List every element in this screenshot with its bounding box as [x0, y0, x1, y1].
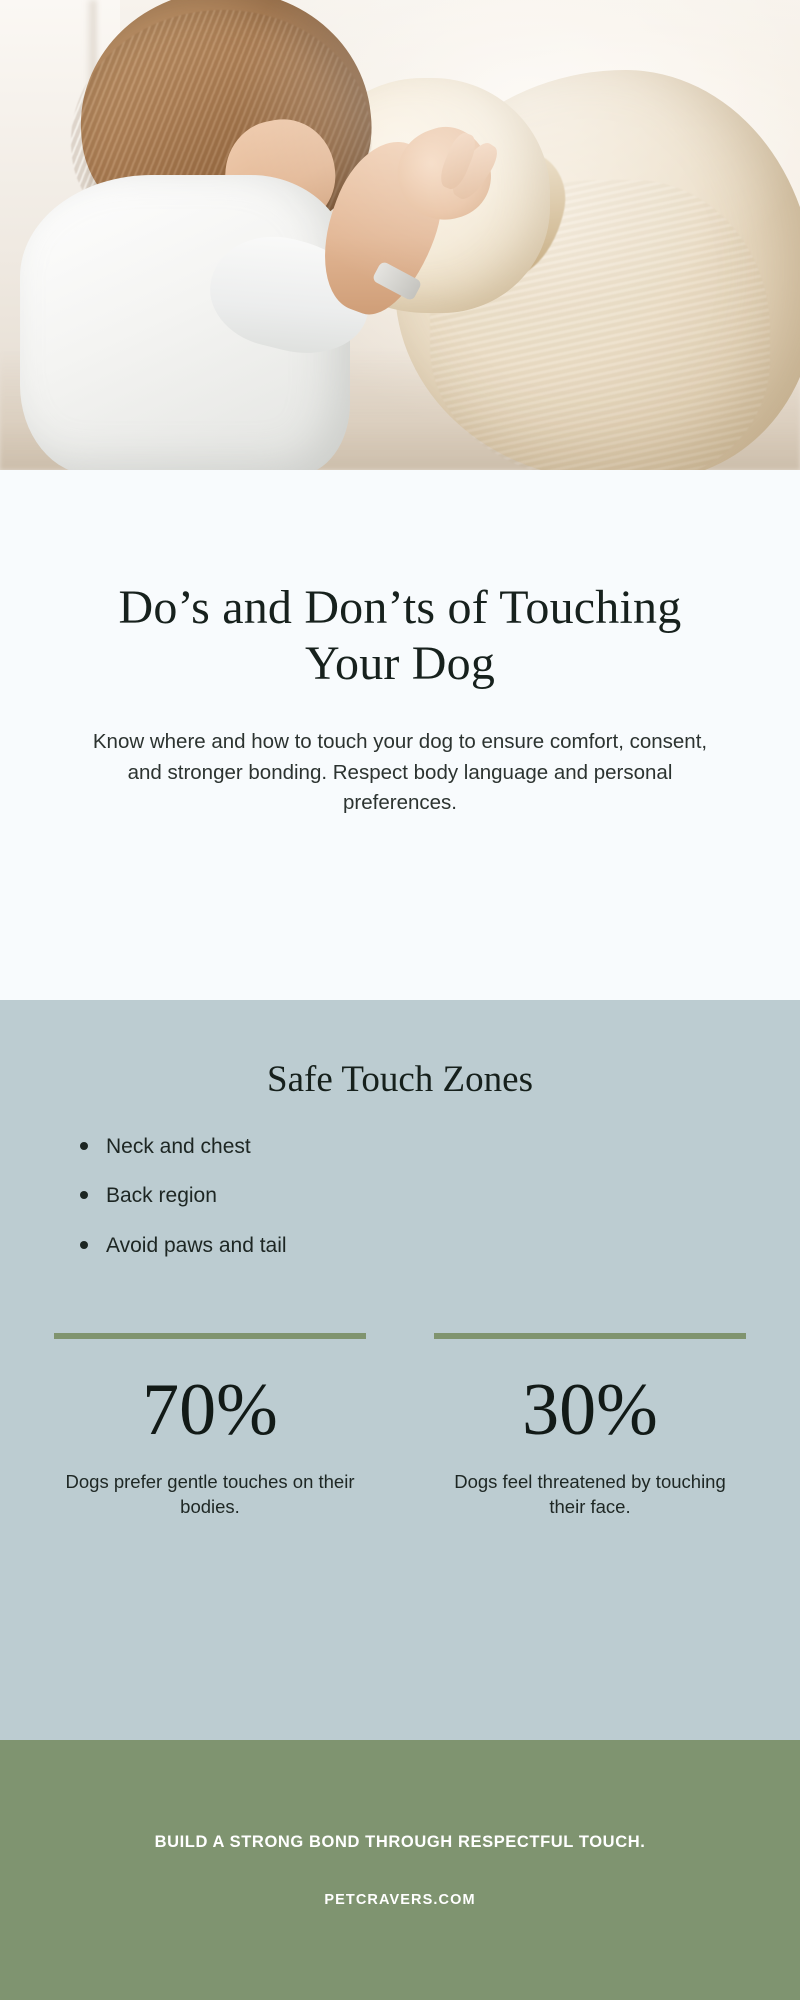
stat-divider-rule [434, 1333, 746, 1339]
list-item: Neck and chest [68, 1133, 750, 1160]
stat-card-1 [54, 1333, 366, 1520]
stat-value: 70% [142, 1368, 278, 1451]
statistics-row [50, 1333, 750, 1520]
stat-description: Dogs prefer gentle touches on their bodies. [65, 1470, 355, 1518]
stat-divider-rule [54, 1333, 366, 1339]
list-item: Back region [68, 1182, 750, 1209]
stat-value: 30% [522, 1368, 658, 1451]
safe-touch-zones-section [0, 1000, 800, 1740]
stat-card-2 [434, 1333, 746, 1520]
footer-tagline: BUILD A STRONG BOND THROUGH RESPECTFUL TOUCH. [154, 1832, 646, 1851]
stat-description: Dogs feel threatened by touching their face. [454, 1470, 726, 1518]
title-section [0, 470, 800, 1000]
safe-zones-list [50, 1133, 750, 1259]
section-title: Safe Touch Zones [267, 1059, 533, 1100]
list-item: Avoid paws and tail [68, 1232, 750, 1259]
page-subtitle: Know where and how to touch your dog to ensure comfort, consent, and stronger bonding. Respect body language and personal preferences. [92, 730, 708, 814]
page-title: Do’s and Don’ts of Touching Your Dog [118, 581, 682, 690]
hero-image [0, 0, 800, 470]
footer-website: PETCRAVERS.COM [324, 1891, 476, 1908]
footer-banner [0, 1740, 800, 2000]
